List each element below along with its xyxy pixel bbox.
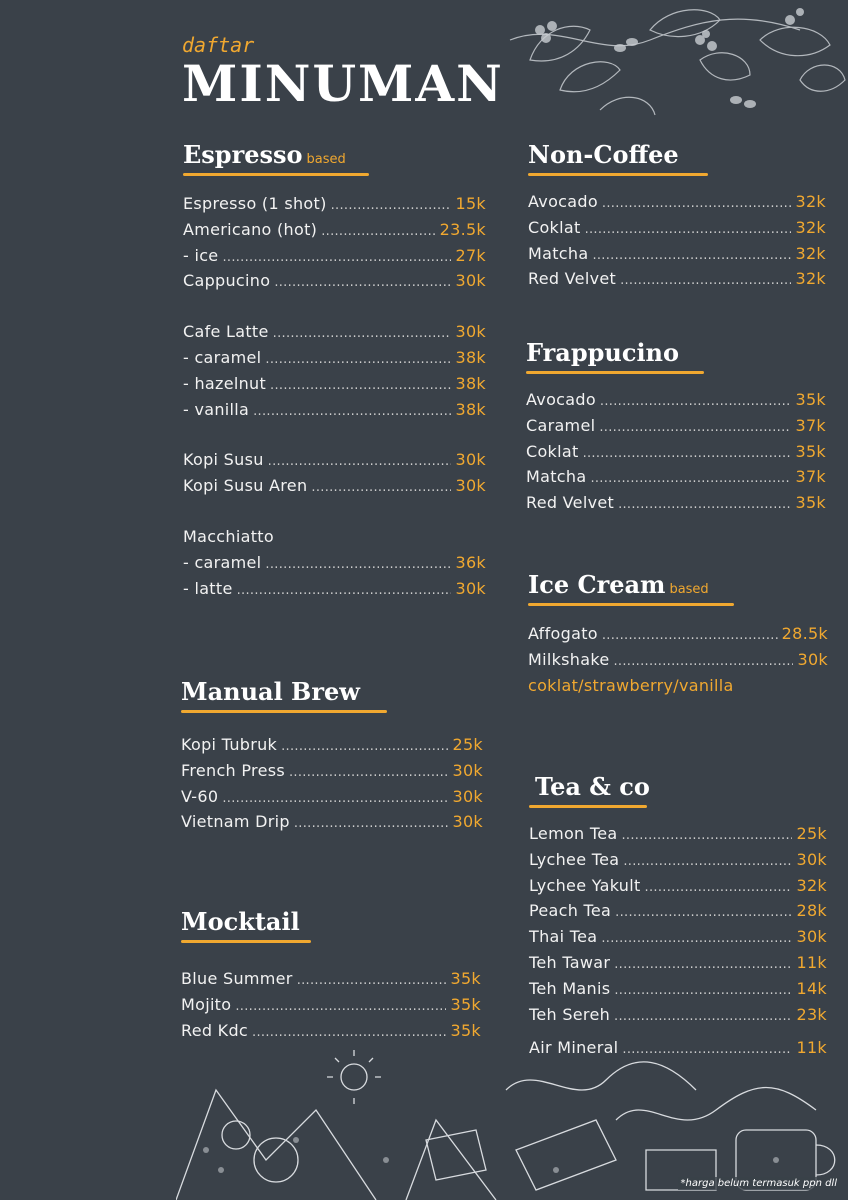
leader-dots [602,628,778,643]
menu-item [181,969,481,995]
item-name: Peach Tea [529,901,612,921]
leader-dots [618,497,791,512]
leader-dots [297,973,447,988]
leader-dots [281,739,448,754]
section-underline [183,173,369,176]
section-tea [529,772,827,1064]
item-name: Kopi Susu [183,450,264,470]
menu-item [529,876,827,902]
item-list [526,390,826,519]
leader-dots [623,854,792,869]
menu-item [526,390,826,416]
section-underline [181,710,387,713]
menu-item [183,348,486,374]
item-name: Coklat [526,441,579,461]
leader-dots [599,420,791,435]
section-title: Tea & co [535,772,650,801]
leader-dots [252,1025,446,1040]
menu-item [183,220,486,246]
menu-subtitle: daftar [182,33,255,57]
section-title: Non-Coffee [528,140,679,169]
menu-item [529,1005,827,1031]
menu-item [526,493,826,519]
section-ice-cream [528,570,828,702]
menu-item [181,735,483,761]
item-price: 14k [796,978,827,998]
leader-dots [585,222,792,237]
leader-dots [602,196,792,211]
menu-item [529,901,827,927]
leader-dots [614,1009,792,1024]
menu-item [529,927,827,953]
leader-dots [270,378,451,393]
leader-dots [613,654,793,669]
section-header [528,570,828,610]
coffee-branch-sketch-icon [500,0,848,130]
leader-dots [321,224,435,239]
leader-dots [614,957,792,972]
section-underline [529,805,647,808]
item-price: 35k [795,390,826,409]
leader-dots [601,931,792,946]
item-name: Espresso (1 shot) [183,194,327,213]
item-price: 35k [795,441,826,461]
leader-dots [274,275,451,290]
section-header [183,140,486,180]
leader-dots [273,326,452,341]
menu-item [183,194,486,220]
leader-dots [265,352,451,367]
item-price: 28k [796,901,827,921]
section-non-coffee [528,140,826,295]
item-price: 30k [452,786,483,806]
menu-title: MINUMAN [182,54,504,113]
menu-item [529,850,827,876]
section-header [181,907,481,947]
item-list [183,194,486,604]
item-name: Blue Summer [181,969,293,988]
menu-item [183,579,486,605]
item-list [529,824,827,1030]
item-name: - vanilla [183,399,250,419]
item-price: 38k [455,347,486,367]
item-price: 30k [455,578,486,598]
leader-dots [222,250,451,265]
leader-dots [265,557,451,572]
item-name: - latte [183,578,233,598]
item-name: Lychee Yakult [529,875,641,895]
item-name: Teh Tawar [529,952,611,972]
item-price: 28.5k [781,624,828,643]
section-header [526,338,826,378]
leader-dots [645,880,793,895]
item-price: 38k [455,399,486,419]
item-price: 11k [796,952,827,972]
item-name: Red Kdc [181,1020,249,1040]
menu-item [526,442,826,468]
menu-item [183,400,486,426]
item-price: 37k [795,467,826,487]
section-title: Frappucino [526,338,680,367]
section-header [529,772,827,812]
item-price: 30k [452,760,483,780]
section-espresso [183,140,486,604]
item-name: Cappucino [183,271,271,291]
menu-item [529,953,827,979]
leader-dots [268,454,452,469]
menu-item [183,374,486,400]
section-subtitle: based [306,152,346,167]
item-name: Avocado [528,192,598,211]
leader-dots [331,198,452,213]
item-list [528,624,828,676]
section-title: Espresso [183,140,303,169]
item-price: 30k [797,649,828,669]
section-title: Mocktail [181,907,300,936]
section-manual-brew [181,677,483,838]
item-price: 30k [455,450,486,470]
leader-dots [590,471,791,486]
menu-item [181,995,481,1021]
section-mocktail [181,907,481,1046]
item-price: 30k [455,271,486,291]
ice-cream-flavors-note: coklat/strawberry/vanilla [528,675,734,695]
item-name: Mojito [181,994,232,1014]
leader-dots [583,446,792,461]
menu-item [529,979,827,1005]
item-name: Affogato [528,624,598,643]
leader-dots [620,273,791,288]
section-title: Manual Brew [181,677,360,706]
menu-item [526,416,826,442]
leader-dots [311,480,451,495]
item-name: Americano (hot) [183,219,318,239]
item-price: 30k [796,849,827,869]
item-name: V-60 [181,786,219,806]
tax-footnote: *harga belum termasuk ppn dll [678,1177,840,1190]
leader-dots [614,983,792,998]
item-name: - ice [183,245,219,265]
menu-item [528,218,826,244]
leader-dots [253,404,451,419]
item-list [528,192,826,295]
menu-item [181,812,483,838]
item-name: Matcha [526,467,587,487]
menu-item [183,476,486,502]
item-price: 35k [450,1020,481,1040]
item-name: Thai Tea [529,927,598,947]
menu-item [183,450,486,476]
item-price: 23k [796,1004,827,1024]
item-list [181,735,483,838]
item-price: 32k [795,243,826,263]
section-underline [181,940,311,943]
item-name: Avocado [526,390,596,409]
item-price: 25k [796,824,827,843]
item-price: 32k [796,875,827,895]
item-price: 36k [455,552,486,572]
section-frappucino [526,338,826,519]
menu-item [528,624,828,650]
item-price: 30k [796,927,827,947]
item-price: 37k [795,415,826,435]
item-name: Red Velvet [528,269,617,289]
item-price: 35k [795,493,826,513]
item-name: Coklat [528,217,581,237]
item-price: 27k [455,245,486,265]
item-name: Matcha [528,243,589,263]
menu-item [526,467,826,493]
item-name: Lychee Tea [529,849,620,869]
item-list [181,969,481,1046]
leader-dots [237,583,452,598]
item-price: 23.5k [439,219,486,239]
item-name: Caramel [526,415,596,435]
menu-item [181,1021,481,1047]
item-name: Red Velvet [526,493,615,513]
item-price: 32k [795,217,826,237]
group-spacer [183,297,486,322]
item-name: Lemon Tea [529,824,618,843]
item-price: 35k [450,994,481,1014]
menu-item [183,322,486,348]
item-price: 35k [450,969,481,988]
item-name: Cafe Latte [183,322,269,342]
group-spacer [183,502,486,527]
section-underline [526,371,704,374]
item-name: Teh Sereh [529,1004,611,1024]
item-price: 30k [455,322,486,342]
menu-item [529,824,827,850]
menu-item [181,787,483,813]
section-underline [528,173,708,176]
item-name: Kopi Susu Aren [183,476,308,496]
item-price: 11k [796,1038,827,1058]
item-name: Milkshake [528,649,610,669]
item-name: Teh Manis [529,978,611,998]
leader-dots [289,765,448,780]
menu-item [183,271,486,297]
item-price: 30k [455,476,486,496]
group-spacer [183,425,486,450]
menu-item [528,269,826,295]
section-underline [528,603,734,606]
item-price: 38k [455,373,486,393]
item-name: Vietnam Drip [181,812,290,832]
item-name: - caramel [183,347,262,367]
item-price: 15k [455,194,486,213]
menu-item [528,244,826,270]
section-subtitle: based [669,582,709,597]
item-name: Kopi Tubruk [181,735,278,754]
item-price: 32k [795,192,826,211]
leader-dots [222,791,448,806]
leader-dots [592,248,791,263]
item-name: Air Mineral [529,1038,619,1058]
menu-item [528,192,826,218]
item-name: - hazelnut [183,373,267,393]
menu-item [183,553,486,579]
leader-dots [600,394,792,409]
leader-dots [615,905,792,920]
section-title: Ice Cream [528,570,666,599]
item-name: - caramel [183,552,262,572]
menu-item [183,246,486,272]
item-price: 25k [452,735,483,754]
section-header [528,140,826,180]
item-name: French Press [181,760,285,780]
section-header [181,677,483,717]
leader-dots [294,816,449,831]
item-price: 30k [452,812,483,832]
leader-dots [235,999,446,1014]
menu-item [181,761,483,787]
menu-item [528,650,828,676]
leader-dots [621,828,792,843]
item-group-label: Macchiatto [183,526,274,546]
item-price: 32k [795,269,826,289]
